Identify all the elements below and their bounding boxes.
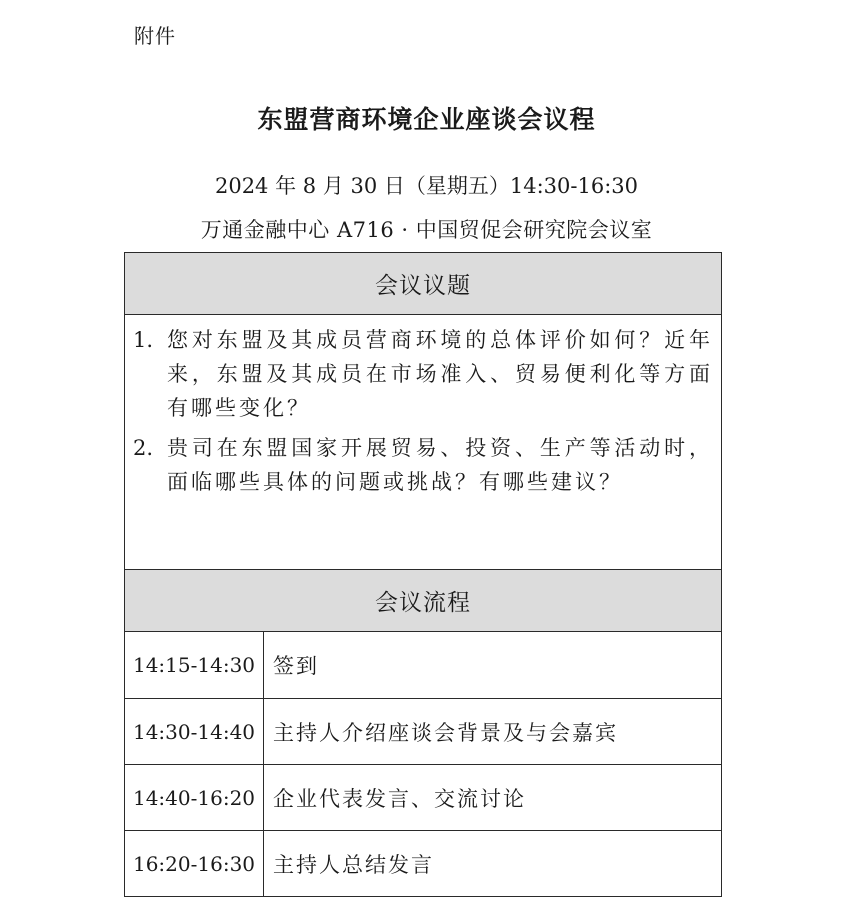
flow-row: [125, 632, 721, 698]
attachment-label: 附件: [134, 24, 176, 48]
topics-list: [125, 315, 721, 570]
topics-heading: 会议议题: [125, 253, 721, 315]
topic-number: 1.: [133, 328, 154, 352]
flow-time: 14:15-14:30: [125, 632, 264, 698]
meeting-datetime: 2024 年 8 月 30 日（星期五）14:30-16:30: [214, 174, 639, 198]
topic-text: 贵司在东盟国家开展贸易、投资、生产等活动时，面临哪些具体的问题或挑战？有哪些建议？: [167, 436, 713, 494]
flow-time: 16:20-16:30: [125, 831, 264, 896]
meeting-venue: 万通金融中心 A716 · 中国贸促会研究院会议室: [200, 218, 653, 242]
flow-row: [125, 764, 721, 830]
topic-text: 您对东盟及其成员营商环境的总体评价如何？近年来，东盟及其成员在市场准入、贸易便利化等方面有哪些变化？: [167, 328, 713, 420]
flow-item: 企业代表发言、交流讨论: [273, 786, 526, 811]
flow-row: [125, 698, 721, 764]
topic-number: 2.: [133, 436, 154, 460]
topic-item: [133, 323, 713, 425]
agenda-table: [124, 252, 722, 897]
flow-row: [125, 830, 721, 896]
topic-item: [133, 431, 713, 499]
flow-heading: 会议流程: [125, 570, 721, 632]
flow-item: 主持人介绍座谈会背景及与会嘉宾: [273, 720, 618, 745]
page-title: 东盟营商环境企业座谈会议程: [257, 105, 596, 134]
flow-item: 主持人总结发言: [273, 852, 434, 877]
flow-time: 14:40-16:20: [125, 765, 264, 830]
flow-item: 签到: [273, 654, 319, 678]
flow-time: 14:30-14:40: [125, 699, 264, 764]
